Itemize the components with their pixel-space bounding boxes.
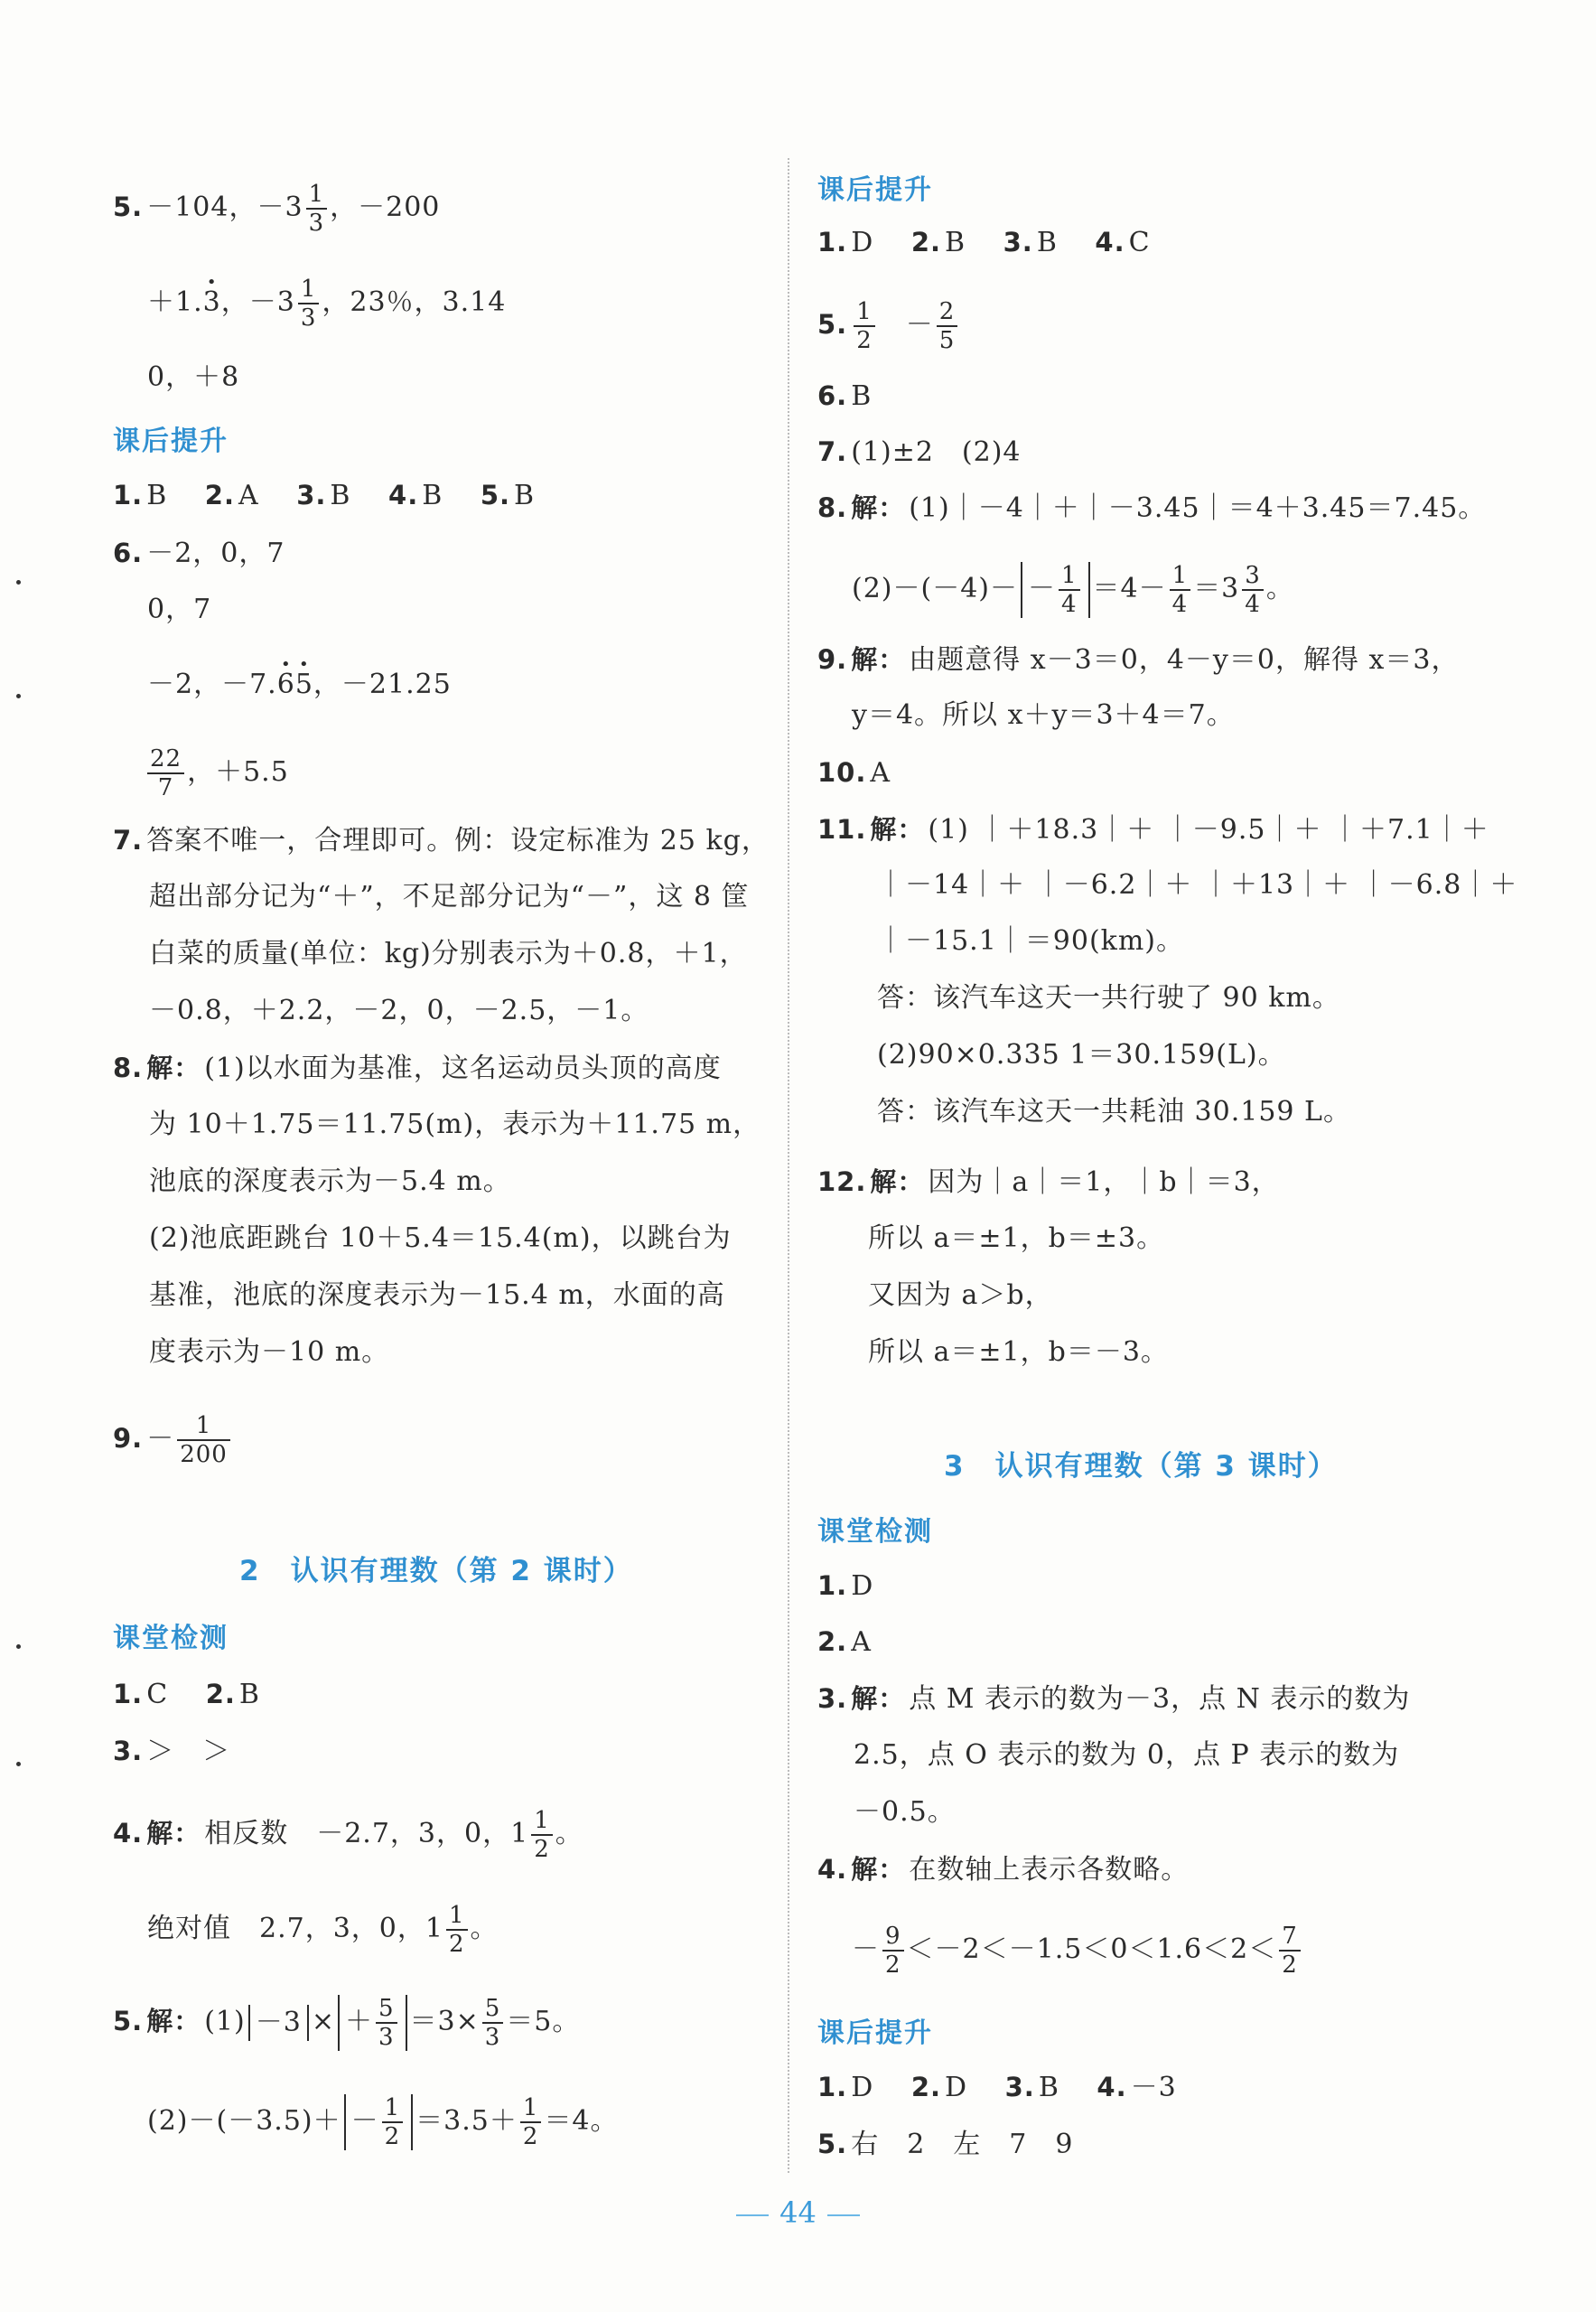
section-heading: 课后提升 [113, 426, 229, 457]
answer-12-line: 所以 a＝±1，b＝±3。 [868, 1222, 1165, 1254]
answer-8-line: 度表示为－10 m。 [149, 1336, 390, 1368]
answer-7-line: 超出部分记为“＋”，不足部分记为“－”，这 8 筐 [149, 881, 750, 913]
answer-11-line: 答：该汽车这天一共行驶了 90 km。 [877, 982, 1340, 1014]
answer-3: 3. ＞ ＞ [113, 1736, 231, 1767]
answer-8-line-1: 8. 解： (1)｜－4｜＋｜－3.45｜＝4＋3.45＝7.45。 [817, 492, 1487, 524]
section-heading: 课后提升 [817, 2017, 933, 2049]
answer-7-line: 白菜的质量(单位：kg)分别表示为＋0.8，＋1， [149, 938, 748, 969]
column-divider [788, 158, 789, 2173]
answer-4-line-1: 4. 解： 相反数 －2.7，3，0，1 $\frac{1}{2}$ 。 [113, 1807, 583, 1863]
answer-5: 5. 右 2 左 7 9 [817, 2129, 1074, 2160]
answer-9-line-2: y＝4。所以 x＋y＝3＋4＝7。 [852, 699, 1235, 731]
answer-6-line-4: $\frac{22}{7}$ ，＋5.5 [147, 745, 289, 801]
answer-7-line: 7. 答案不唯一，合理即可。例：设定标准为 25 kg， [113, 825, 770, 856]
answer-row: 1. D 2. D 3. B 4. －3 [817, 2072, 1177, 2103]
margin-dot [16, 580, 21, 585]
answer-5-line-2: (2)－(－3.5)＋ － $\frac{1}{2}$ ＝3.5＋ $\frac{1}{2}$ ＝4。 [147, 2094, 619, 2150]
answer-6-line-1: 6. －2，0，7 [113, 538, 285, 569]
answer-4-line-2: － $\frac{9}{2}$ ＜－2＜－1.5＜0＜1.6＜2＜ $\frac{7}{2}$ [852, 1923, 1303, 1979]
answer-5-line-2: ＋1.• 3，－3 $\frac{1}{3}$ ，23％，3.14 [147, 276, 506, 332]
answer-12-line: 12. 解： 因为｜a｜＝1，｜b｜＝3， [817, 1166, 1280, 1198]
section-heading: 课后提升 [817, 174, 933, 206]
section-heading: 课堂检测 [113, 1623, 229, 1654]
answer-8-line: (2)池底距跳台 10＋5.4＝15.4(m)，以跳台为 [149, 1222, 732, 1254]
answer-3-line: 3. 解： 点 M 表示的数为－3，点 N 表示的数为 [817, 1683, 1411, 1715]
answer-3-line: －0.5。 [854, 1796, 956, 1828]
answer-6-line-3: －2，－7.• 6• 5，－21.25 [147, 667, 452, 703]
answer-11-line: 答：该汽车这天一共耗油 30.159 L。 [877, 1096, 1351, 1128]
answer-11-line: ｜－14｜＋ ｜－6.2｜＋ ｜＋13｜＋ ｜－6.8｜＋ [877, 869, 1518, 901]
page-number [0, 2195, 1596, 2230]
answer-4-line-2: 绝对值 2.7，3，0，1 $\frac{1}{2}$ 。 [147, 1902, 499, 1958]
answer-5: 5. $\frac{1}{2}$ － $\frac{2}{5}$ [817, 298, 960, 354]
answer-6-line-2: 0，7 [147, 594, 212, 625]
margin-dot [16, 1762, 21, 1766]
answer-row: 1. D 2. B 3. B 4. C [817, 227, 1151, 258]
answer-5-line-3: 0，＋8 [147, 361, 240, 393]
answer-row: 1. B 2. A 3. B 4. B 5. B [113, 480, 536, 511]
answer-9: 9. － $\frac{1}{200}$ [113, 1412, 233, 1468]
margin-dot [16, 694, 21, 698]
answer-2: 2. A [817, 1626, 872, 1658]
page-number-text: 44 [779, 2195, 817, 2230]
answer-6: 6. B [817, 380, 873, 412]
answer-4-line-1: 4. 解： 在数轴上表示各数略。 [817, 1854, 1190, 1886]
answer-12-line: 所以 a＝±1，b＝－3。 [868, 1336, 1169, 1368]
answer-8-line: 基准，池底的深度表示为－15.4 m，水面的高 [149, 1279, 725, 1311]
answer-8-line: 池底的深度表示为－5.4 m。 [149, 1165, 511, 1197]
section-heading: 课堂检测 [817, 1516, 933, 1548]
answer-5-line-1: 5. 解： (1) －3 × ＋ $\frac{5}{3}$ ＝3× $\frac{5}{3}$ ＝5。 [113, 1995, 581, 2051]
answer-10: 10. A [817, 757, 891, 789]
lesson-title: 3 认识有理数（第 3 课时） [944, 1450, 1338, 1483]
answer-7-line: －0.8，＋2.2，－2，0，－2.5，－1。 [149, 995, 649, 1026]
answer-7: 7. (1)±2 (2)4 [817, 436, 1022, 468]
answer-8-line-2: (2)－(－4)－ － $\frac{1}{4}$ ＝4－ $\frac{1}{4}$ ＝3 $\frac{3}{4}$ 。 [852, 562, 1294, 618]
answer-9-line-1: 9. 解： 由题意得 x－3＝0，4－y＝0，解得 x＝3， [817, 644, 1460, 676]
answer-5-line-1: 5. －104，－3 $\frac{1}{3}$ ，－200 [113, 181, 441, 237]
answer-row: 1. C 2. B [113, 1679, 260, 1710]
answer-8-line: 为 10＋1.75＝11.75(m)，表示为＋11.75 m， [149, 1109, 761, 1140]
answer-11-line: 11. 解： (1) ｜＋18.3｜＋ ｜－9.5｜＋ ｜＋7.1｜＋ [817, 814, 1489, 846]
answer-8-line: 8. 解： (1)以水面为基准，这名运动员头顶的高度 [113, 1053, 722, 1084]
answer-11-line: ｜－15.1｜＝90(km)。 [877, 925, 1185, 957]
margin-dot [16, 1644, 21, 1649]
lesson-title: 2 认识有理数（第 2 课时） [239, 1555, 633, 1587]
answer-3-line: 2.5，点 O 表示的数为 0，点 P 表示的数为 [854, 1739, 1400, 1771]
answer-11-line: (2)90×0.335 1＝30.159(L)。 [877, 1039, 1286, 1071]
answer-1: 1. D [817, 1570, 874, 1602]
answer-12-line: 又因为 a＞b， [868, 1279, 1053, 1311]
